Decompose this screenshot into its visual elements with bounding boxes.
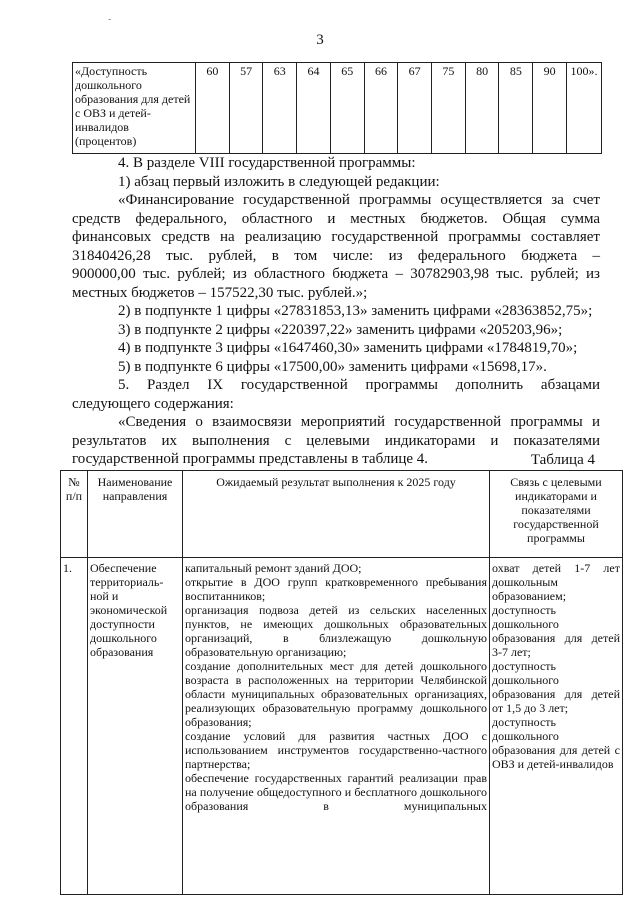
indicator-value: 57 [229, 63, 263, 154]
body-text [72, 154, 600, 469]
header-direction: Наименование направления [88, 471, 183, 558]
indicator-value: 75 [432, 63, 466, 154]
row-result [183, 558, 490, 895]
result-item: открытие в ДОО групп кратковременного пребывания воспитанников; [185, 575, 487, 603]
table-header-row [61, 471, 623, 558]
result-item: капитальный ремонт зданий ДОО; [185, 561, 362, 575]
result-item: организация подвоза детей из сельских населенных пунктов, не имеющих дошкольных образовательных организаций, в близлежащую дошкольную образовательную организацию; [185, 603, 487, 659]
paragraph: 3) в подпункте 2 цифры «220397,22» заменить цифрами «205203,96»; [118, 321, 563, 338]
indicator-value: 60 [196, 63, 230, 154]
indicator-value: 64 [297, 63, 331, 154]
corner-mark: - [108, 14, 112, 25]
paragraph: 5) в подпункте 6 цифры «17500,00» заменить цифрами «15698,17». [118, 358, 547, 375]
paragraph-line: финансовых средств на реализацию государственной программы составляет [72, 229, 600, 245]
header-num: № п/п [61, 471, 88, 558]
paragraph-line: средств федерального, областного и местных бюджетов. Общая сумма [72, 210, 600, 227]
paragraph: 4. В разделе VIII государственной программы: [118, 155, 416, 171]
row-num: 1. [61, 558, 88, 895]
table-caption: Таблица 4 [530, 452, 595, 468]
indicator-value: 100». [567, 63, 602, 154]
link-item: охват детей 1-7 лет дошкольным образованием; [492, 561, 620, 603]
paragraph-line: 31840426,28 тыс. рублей, в том числе: из федерального бюджета – [72, 247, 600, 264]
paragraph-line: 900000,00 тыс. рублей; из областного бюджета – 30782903,98 тыс. рублей; из [72, 266, 600, 282]
row-direction: Обеспечение территориаль-ной и экономической доступности дошкольного образования [88, 558, 183, 895]
paragraph-line: 5. Раздел IX государственной программы дополнить абзацами [118, 377, 600, 393]
result-item: создание дополнительных мест для детей дошкольного возраста в расположенных на территории Челябинской области муниципальных образовательных организациях, реализующих образовательную программу дошкольного образования; [185, 659, 487, 729]
paragraph-line: результатов их выполнения с целевыми индикаторами и показателями [72, 432, 600, 449]
link-item: доступность дошкольного образования для детей от 1,5 до 3 лет; [492, 659, 620, 715]
indicator-value: 63 [263, 63, 297, 154]
paragraph-line: местных бюджетов – 157522,30 тыс. рублей.»; [72, 284, 368, 301]
paragraph-line: следующего содержания: [72, 395, 234, 412]
header-result: Ожидаемый результат выполнения к 2025 году [183, 471, 490, 558]
indicator-value: 85 [499, 63, 533, 154]
paragraph-line: «Сведения о взаимосвязи мероприятий государственной программы и [118, 414, 600, 430]
row-link [490, 558, 623, 895]
indicator-value: 66 [364, 63, 398, 154]
result-item: создание условий для развития частных ДОО с использованием инструментов государственно-частного партнерства; [185, 729, 487, 771]
header-link: Связь с целевыми индикаторами и показателями государственной программы [490, 471, 623, 558]
paragraph-line: «Финансирование государственной программы осуществляется за счет [118, 192, 600, 208]
indicator-value: 65 [330, 63, 364, 154]
table-row [61, 558, 623, 895]
link-item: доступность дошкольного образования для детей с ОВЗ и детей-инвалидов [492, 715, 620, 771]
paragraph: 1) абзац первый изложить в следующей редакции: [118, 173, 440, 190]
indicator-value: 67 [398, 63, 432, 154]
indicator-label: «Доступность дошкольного образования для детей с ОВЗ и детей-инвалидов (процентов) [73, 63, 196, 154]
indicator-value: 90 [533, 63, 567, 154]
results-table [60, 470, 623, 895]
paragraph: 2) в подпункте 1 цифры «27831853,13» заменить цифрами «28363852,75»; [118, 303, 593, 319]
paragraph-line: государственной программы представлены в таблице 4. [72, 451, 429, 467]
link-item: доступность дошкольного образования для детей 3-7 лет; [492, 603, 620, 659]
indicator-value: 80 [465, 63, 499, 154]
page-number: 3 [316, 32, 324, 48]
table-row [73, 63, 602, 154]
paragraph: 4) в подпункте 3 цифры «1647460,30» заменить цифрами «1784819,70»; [118, 340, 578, 356]
indicator-table [72, 62, 602, 154]
result-item: обеспечение государственных гарантий реализации прав на получение общедоступного и бесплатного дошкольного образования в муниципальных [185, 771, 487, 813]
